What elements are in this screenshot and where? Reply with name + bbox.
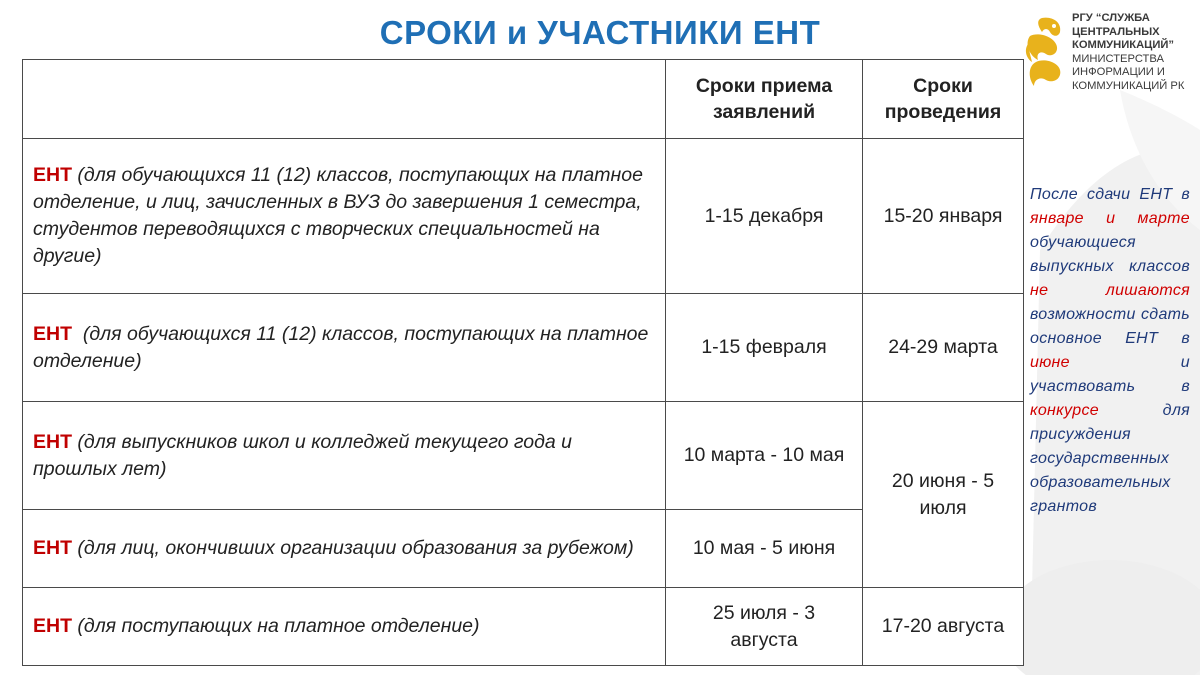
ministry-logo — [1020, 12, 1195, 102]
row-description — [23, 510, 666, 588]
ent-label: ЕНТ — [33, 430, 72, 453]
application-period: 1-15 февраля — [666, 294, 863, 402]
application-period: 10 марта - 10 мая — [666, 402, 863, 510]
side-note-highlight: январе и марте — [1030, 210, 1190, 227]
header-application-period: Сроки приема заявлений — [666, 60, 863, 139]
header-exam-period: Сроки проведения — [863, 60, 1024, 139]
golden-snow-leopard-icon — [1022, 14, 1068, 88]
ent-label: ЕНТ — [33, 615, 72, 637]
ent-label: ЕНТ — [33, 322, 72, 345]
row-description — [23, 294, 666, 402]
row-description — [23, 588, 666, 666]
table-row — [23, 139, 1024, 294]
ent-label: ЕНТ — [33, 164, 72, 186]
application-period: 1-15 декабря — [666, 139, 863, 294]
logo-line: КОММУНИКАЦИЙ” — [1072, 39, 1175, 51]
exam-period: 20 июня - 5 июля — [863, 402, 1024, 588]
side-note-text: для присуждения государственных образовательных грантов — [1030, 402, 1190, 515]
logo-line: РГУ “СЛУЖБА — [1072, 12, 1150, 24]
ent-schedule-table — [22, 59, 1024, 666]
row-desc-text: (для обучающихся 11 (12) классов, поступающих на платное отделение, и лиц, зачисленных в ВУЗ до завершения 1 семестра, студентов переводящихся с творческих специальностей на другие) — [33, 164, 643, 267]
side-note-text: и участвовать в — [1030, 354, 1190, 395]
logo-line: КОММУНИКАЦИЙ РК — [1072, 79, 1185, 92]
logo-line: ИНФОРМАЦИИ И — [1072, 66, 1165, 78]
side-note-highlight: не лишаются — [1030, 282, 1190, 299]
side-note-text: обучающиеся выпускных классов — [1030, 234, 1190, 275]
application-period: 10 мая - 5 июня — [666, 510, 863, 588]
row-desc-text: (для выпускников школ и колледжей текущего года и прошлых лет) — [33, 430, 573, 480]
logo-line: МИНИСТЕРСТВА — [1072, 52, 1164, 65]
side-note-text: возможности сдать основное ЕНТ в — [1030, 306, 1190, 347]
exam-period: 24-29 марта — [863, 294, 1024, 402]
row-desc-text: (для обучающихся 11 (12) классов, поступающих на платное отделение) — [33, 322, 654, 372]
header-empty-cell — [23, 60, 666, 139]
logo-text — [1072, 12, 1200, 93]
row-description — [23, 402, 666, 510]
side-note — [1030, 183, 1190, 519]
side-note-text: После сдачи ЕНТ в — [1030, 186, 1190, 203]
table-row — [23, 294, 1024, 402]
row-description — [23, 139, 666, 294]
side-note-highlight: июне — [1030, 354, 1070, 371]
logo-line: ЦЕНТРАЛЬНЫХ — [1072, 25, 1160, 38]
table-row — [23, 588, 1024, 666]
row-desc-text: (для поступающих на платное отделение) — [72, 615, 480, 637]
exam-period: 17-20 августа — [863, 588, 1024, 666]
row-desc-text: (для лиц, окончивших организации образования за рубежом) — [72, 537, 634, 559]
table-header-row — [23, 60, 1024, 139]
application-period: 25 июля - 3 августа — [666, 588, 863, 666]
page-title: СРОКИ и УЧАСТНИКИ ЕНТ — [379, 14, 821, 51]
ent-label: ЕНТ — [33, 537, 72, 559]
side-note-highlight: конкурсе — [1030, 402, 1100, 419]
table-row — [23, 402, 1024, 510]
exam-period: 15-20 января — [863, 139, 1024, 294]
